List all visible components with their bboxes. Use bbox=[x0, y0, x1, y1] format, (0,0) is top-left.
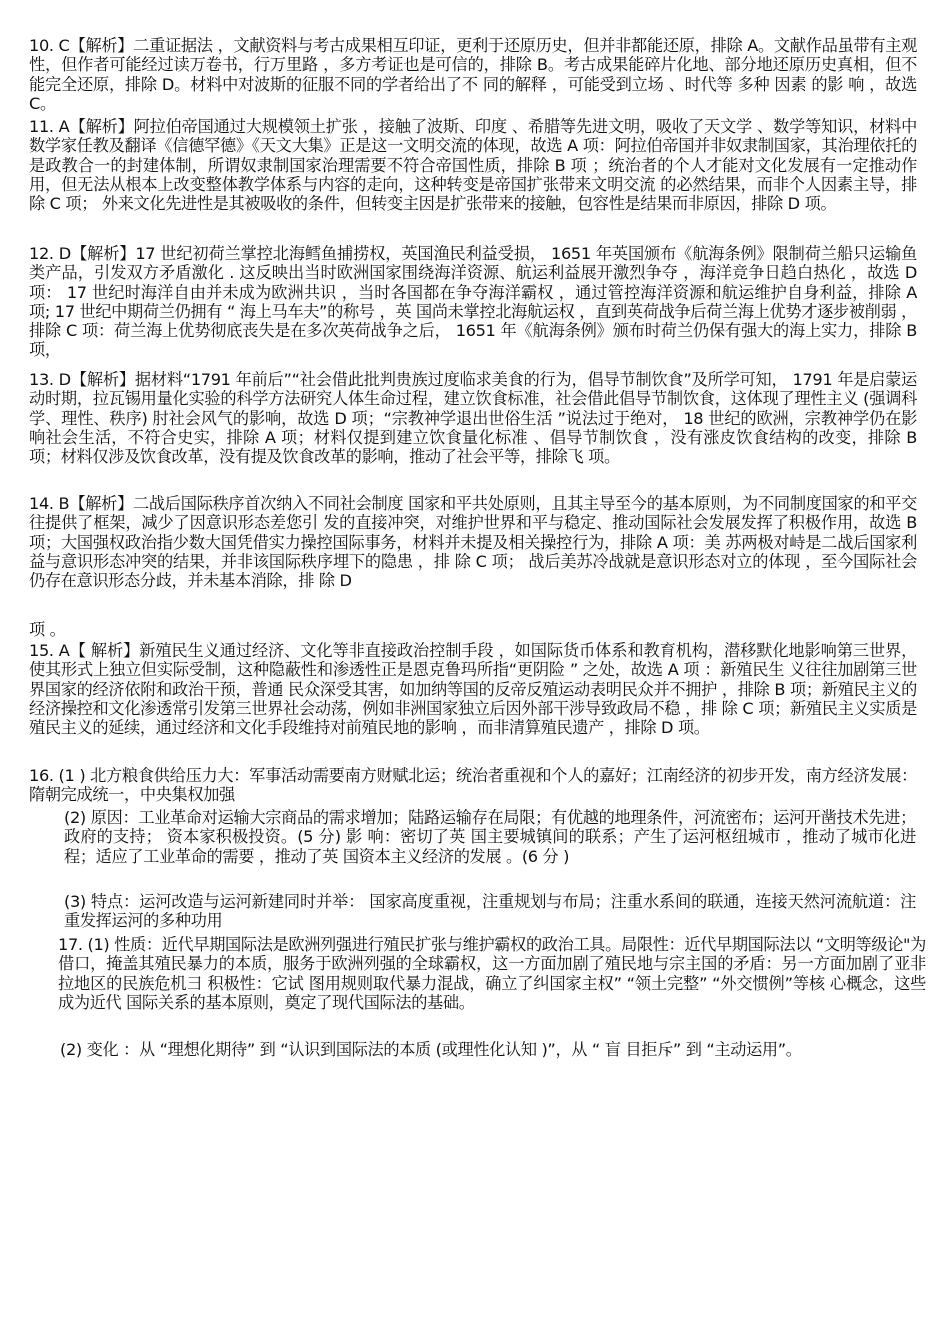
answer-q16-part3: (3) 特点：运河改造与运河新建同时并举： 国家高度重视，注重规划与布局；注重水系间的联通，连接天然河流航道：注重发挥运河的多种功用 bbox=[64, 892, 916, 931]
answer-q15: 15. A【 解析】新殖民生义通过经济、文化等非直接政治控制手段 ，如国际货币体系和教育机构，潜移默化地影响第三世界， 使其形式上独立但实际受制，这种隐蔽性和渗透性正是恩克鲁玛所指“更阴险 ” 之处，故选 A 项 ：新殖民生 义往往加剧第三世界国家的经济依附和政治干预，普通 民众深受其害，如加纳等国的反帝反殖运动表明民众并不拥护 ，排除 B 项；新殖民主义的经济操控和文化渗透常引发第三世界社会动荡，例如非洲国家独立后因外部干涉导致政局不稳 ，排 除 C 项；新殖民主义实质是殖民主义的延续，通过经济和文化手段维持对前殖民地的影响 ，而非清算殖民遗产 ，排除 D 项。 bbox=[29, 641, 917, 738]
answer-q14-tail: 项 。 bbox=[29, 620, 66, 639]
answer-q12: 12. D【解析】17 世纪初荷兰掌控北海鳕鱼捕捞权，英国渔民利益受损， 1651 年英国颁布《航海条例》限制荷兰船只运输鱼类产品，引发双方矛盾激化 . 这反映出当时欧洲国家围绕海洋资源、航运利益展开激烈争夺 ，海洋竞争日趋白热化 ，故选 D 项： 17 世纪时海洋自由并未成为欧洲共识 ，当时各国都在争夺海洋霸权 ，通过管控海洋资源和航运维护自身利益，排除 A 项; 17 世纪中期荷兰仍拥有 “ 海上马车夫”的称号 ，英 国尚未掌控北海航运权 ，直到英荷战争后荷兰海上优势才逐步被削弱 ，排除 C 项：荷兰海上优势彻底丧失是在多次英荷战争之后， 1651 年《航海条例》颁布时荷兰仍保有强大的海上实力，排除 B 项， bbox=[29, 244, 917, 360]
answer-q17-part2: (2) 变化 ：从 “理想化期待” 到 “认识到国际法的本质 (或理性化认知 )”，从 “ 盲 目拒斥” 到 “主动运用”。 bbox=[60, 1040, 802, 1059]
answer-q13: 13. D【解析】据材料“1791 年前后”“社会借此批判贵族过度临求美食的行为，倡导节制饮食”及所学可知， 1791 年是启蒙运动时期，拉瓦锡用量化实验的科学方法研究人体生命过程，建立饮食标准，社会借此倡导节制饮食，这体现了理性主义 (强调科学、理性、秩序) 肘社会风气的影响，故选 D 项；“宗教神学退出世俗生活 ”说法过于绝对， 18 世纪的欧洲，宗教神学仍在影响社会生活，不符合史实，排除 A 项；材料仅提到建立饮食量化标准 、倡导节制饮食 ，没有涨皮饮食结构的改变，排除 B 项；材料仅涉及饮食改革，没有提及饮食改革的影响，推动了社会平等，排除飞 项。 bbox=[29, 370, 917, 467]
answer-q16-part1: 16. (1 ) 北方粮食供给压力大：军事活动需要南方财赋北运；统治者重视和个人的嘉好；江南经济的初步开发，南方经济发展：隋朝完成统一，中央集权加强 bbox=[29, 766, 917, 805]
answer-q14: 14. B【解析】二战后国际秩序首次纳入不同社会制度 国家和平共处原则，且其主导至今的基本原则，为不同制度国家的和平交往提供了框架，减少了因意识形态差您引 发的直接冲突，对维护世界和平与稳定、推动国际社会发展发挥了积极作用，故选 B 项；大国强权政治指少数大国凭借实力操控国际事务，材料并未提及相关操控行为，排除 A 项：美 苏两极对峙是二战后国家利益与意识形态冲突的结果，并非该国际秩序埋下的隐患 ，排 除 C 项； 战后美苏冷战就是意识形态对立的体现 ，至今国际社会仍存在意识形态分歧，并未基本消除，排 除 D bbox=[29, 494, 917, 591]
answer-q11: 11. A【解析】阿拉伯帝国通过大规模领土扩张 ，接触了波斯、印度 、希腊等先进文明，吸收了天文学 、数学等知识，材料中数学家任教及翻译《信德罕德》《天文大集》正是这一文明交流的体现，故选 A 项：阿拉伯帝国并非奴隶制国家，其治理依托的是政教合一的封建体制，所谓奴隶制国家治理需要不符合帝国性质，排除 B 项 ；统治者的个人才能对文化发展有一定推动作用，但无法从根本上改变整体教学体系与内容的走向，这种转变是帝国扩张带来文明交流 的必然结果，而非个人因素主导，排 除 C 项； 外来文化先进性是其被吸收的条件，但转变主因是扩张带来的接触，包容性是结果而非原因，排除 D 项。 bbox=[29, 117, 917, 214]
answer-q16-part2: (2) 原因：工业革命对运输大宗商品的需求增加；陆路运输存在局限；有优越的地理条件，河流密布；运河开凿技术先进；政府的支持； 资本家积极投资。(5 分) 影 响：密切了英 国主要城镇间的联系；产生了运河枢纽城市 ，推动了城市化进程；适应了工业革命的需要 ，推动了英 国资本主义经济的发展 。(6 分 ) bbox=[64, 808, 916, 866]
answer-q17-part1: 17. (1) 性质：近代早期国际法是欧洲列强进行殖民扩张与维护霸权的政治工具。局限性：近代早期国际法以 “文明等级论"为借口，掩盖其殖民暴力的本质，服务于欧洲列强的全球霸权，这一方面加剧了殖民地与宗主国的矛盾：另一方面加剧了亚非拉地区的民族危机彐 积极性：它试 图用规则取代暴力混战，确立了纠国家主权” “领土完整” “外交惯例”等核 心概念，这些成为近代 国际关系的基本原则，奠定了现代国际法的基础。 bbox=[58, 935, 926, 1012]
answer-q10: 10. C【解析】二重证据法 ，文献资料与考古成果相互印证，更利于还原历史，但并非都能还原，排除 A。文献作品虽带有主观性，但作者可能经过读万卷书，行万里路 ，多方考证也是可信的，排除 B。考古成果能碎片化地、部分地还原历史真相，但不能完全还原，排除 D。材料中对波斯的征服不同的学者给出了不 同的解释 ，可能受到立场 、时代等 多种 因素 的影 响 ，故选 C。 bbox=[29, 36, 917, 113]
